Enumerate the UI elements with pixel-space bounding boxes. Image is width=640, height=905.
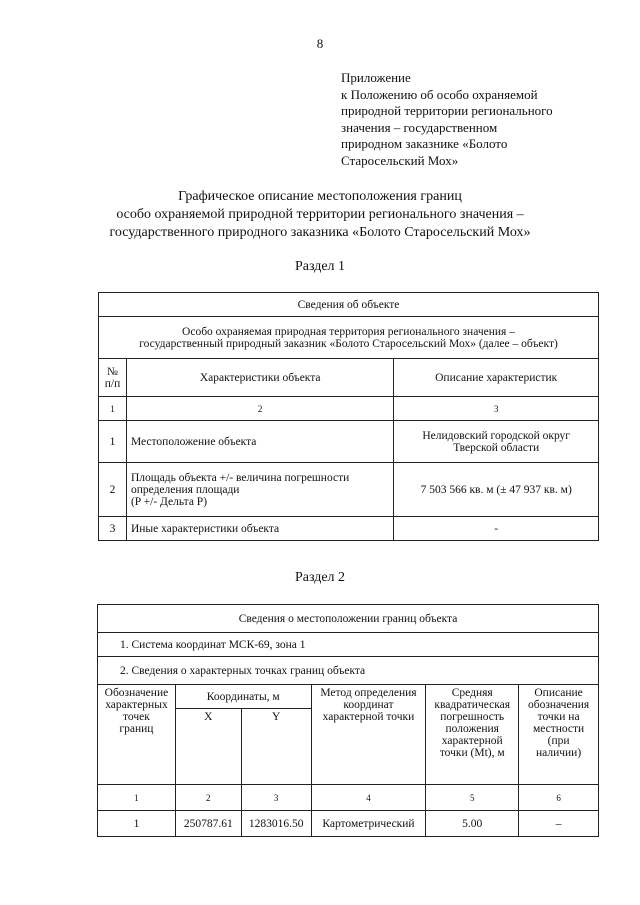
section1-heading: Раздел 1 — [294, 259, 346, 274]
appendix-line: Старосельский Мох» — [341, 152, 459, 168]
col-header-num-line: № — [106, 365, 118, 378]
appendix-line: к Положению об особо охраняемой — [341, 86, 538, 102]
col-header-line: положения — [445, 723, 499, 735]
object-name — [99, 317, 599, 359]
row-number: 2 — [99, 463, 127, 517]
object-info-table — [98, 292, 599, 541]
point-method: Картометрический — [311, 811, 426, 837]
object-name-line: Особо охраняемая природная территория регионального значения – — [182, 325, 515, 338]
point-x: 250787.61 — [175, 811, 241, 837]
appendix-note — [341, 70, 631, 169]
column-number: 4 — [311, 785, 426, 811]
column-number: 6 — [519, 785, 599, 811]
column-number: 5 — [426, 785, 519, 811]
col-header-coords: Координаты, м — [175, 685, 311, 709]
col-header-line: Обозначение — [104, 687, 169, 699]
section2-heading: Раздел 2 — [294, 570, 346, 585]
col-header-line: характерных — [105, 699, 168, 711]
table-row — [99, 421, 599, 463]
row-description-line: Тверской области — [453, 441, 540, 454]
col-header-line: точки (Mt), м — [439, 747, 505, 759]
appendix-line: Приложение — [341, 70, 411, 85]
title-line: Графическое описание местоположения границ — [178, 189, 462, 204]
col-header-line: Метод определения — [320, 687, 417, 699]
col-header-line: квадратическая — [434, 699, 511, 711]
row-number: 1 — [99, 421, 127, 463]
table-row — [98, 811, 599, 837]
col-header-point — [98, 685, 176, 785]
col-header-line: погрешность — [440, 711, 505, 723]
row-number: 3 — [99, 517, 127, 541]
table-row — [99, 463, 599, 517]
col-header-line: (при — [547, 735, 570, 747]
col-header-line: координат — [343, 699, 394, 711]
col-header-line: обозначения — [527, 699, 590, 711]
col-header-line: местности — [532, 723, 585, 735]
point-id: 1 — [98, 811, 176, 837]
col-header-line: границ — [119, 723, 154, 735]
title-line: особо охраняемой природной территории регионального значения – — [116, 207, 524, 222]
row-characteristic: Иные характеристики объекта — [126, 517, 393, 541]
column-number: 3 — [394, 397, 599, 421]
col-header-line: характерной — [441, 735, 503, 747]
point-y: 1283016.50 — [241, 811, 311, 837]
col-header-description: Описание характеристик — [394, 359, 599, 397]
document-title — [20, 188, 620, 242]
col-header-characteristics: Характеристики объекта — [126, 359, 393, 397]
table-title: Сведения о местоположении границ объекта — [98, 605, 599, 633]
col-header-x: X — [175, 709, 241, 785]
point-mark: – — [519, 811, 599, 837]
coord-system: 1. Система координат МСК-69, зона 1 — [98, 633, 599, 657]
col-header-mark — [519, 685, 599, 785]
col-header-y: Y — [241, 709, 311, 785]
col-header-method — [311, 685, 426, 785]
col-header-line: точки на — [537, 711, 580, 723]
appendix-line: значения – государственном — [341, 119, 498, 135]
appendix-line: природной территории регионального — [341, 103, 553, 118]
col-header-line: характерной точки — [322, 711, 415, 723]
column-number: 3 — [241, 785, 311, 811]
row-characteristic — [126, 463, 393, 517]
row-description: 7 503 566 кв. м (± 47 937 кв. м) — [394, 463, 599, 517]
col-header-line: Описание — [534, 687, 583, 699]
row-characteristic-line: Площадь объекта +/- величина погрешности — [130, 471, 350, 484]
row-description — [394, 421, 599, 463]
col-header-line: наличии) — [535, 747, 582, 759]
points-heading: 2. Сведения о характерных точках границ объекта — [98, 657, 599, 685]
row-description: - — [394, 517, 599, 541]
column-number: 2 — [126, 397, 393, 421]
boundary-points-table — [97, 604, 599, 837]
row-characteristic-line: (P +/- Дельта P) — [130, 495, 208, 508]
table-title: Сведения об объекте — [99, 293, 599, 317]
page-number: 8 — [316, 36, 324, 51]
column-number: 1 — [99, 397, 127, 421]
column-number: 2 — [175, 785, 241, 811]
col-header-line: Средняя — [451, 687, 493, 699]
point-error: 5.00 — [426, 811, 519, 837]
title-line: государственного природного заказника «Болото Старосельский Мох» — [109, 225, 531, 240]
col-header-error — [426, 685, 519, 785]
col-header-line: точек — [123, 711, 150, 723]
col-header-num-line: п/п — [104, 377, 121, 390]
table-row — [99, 517, 599, 541]
row-description-line: Нелидовский городской округ — [422, 429, 571, 442]
object-name-line: государственный природный заказник «Болото Старосельский Мох» (далее – объект) — [139, 337, 558, 350]
row-characteristic: Местоположение объекта — [126, 421, 393, 463]
appendix-line: природном заказнике «Болото — [341, 136, 508, 151]
column-number: 1 — [98, 785, 176, 811]
col-header-num — [99, 359, 127, 397]
row-characteristic-line: определения площади — [130, 483, 240, 496]
